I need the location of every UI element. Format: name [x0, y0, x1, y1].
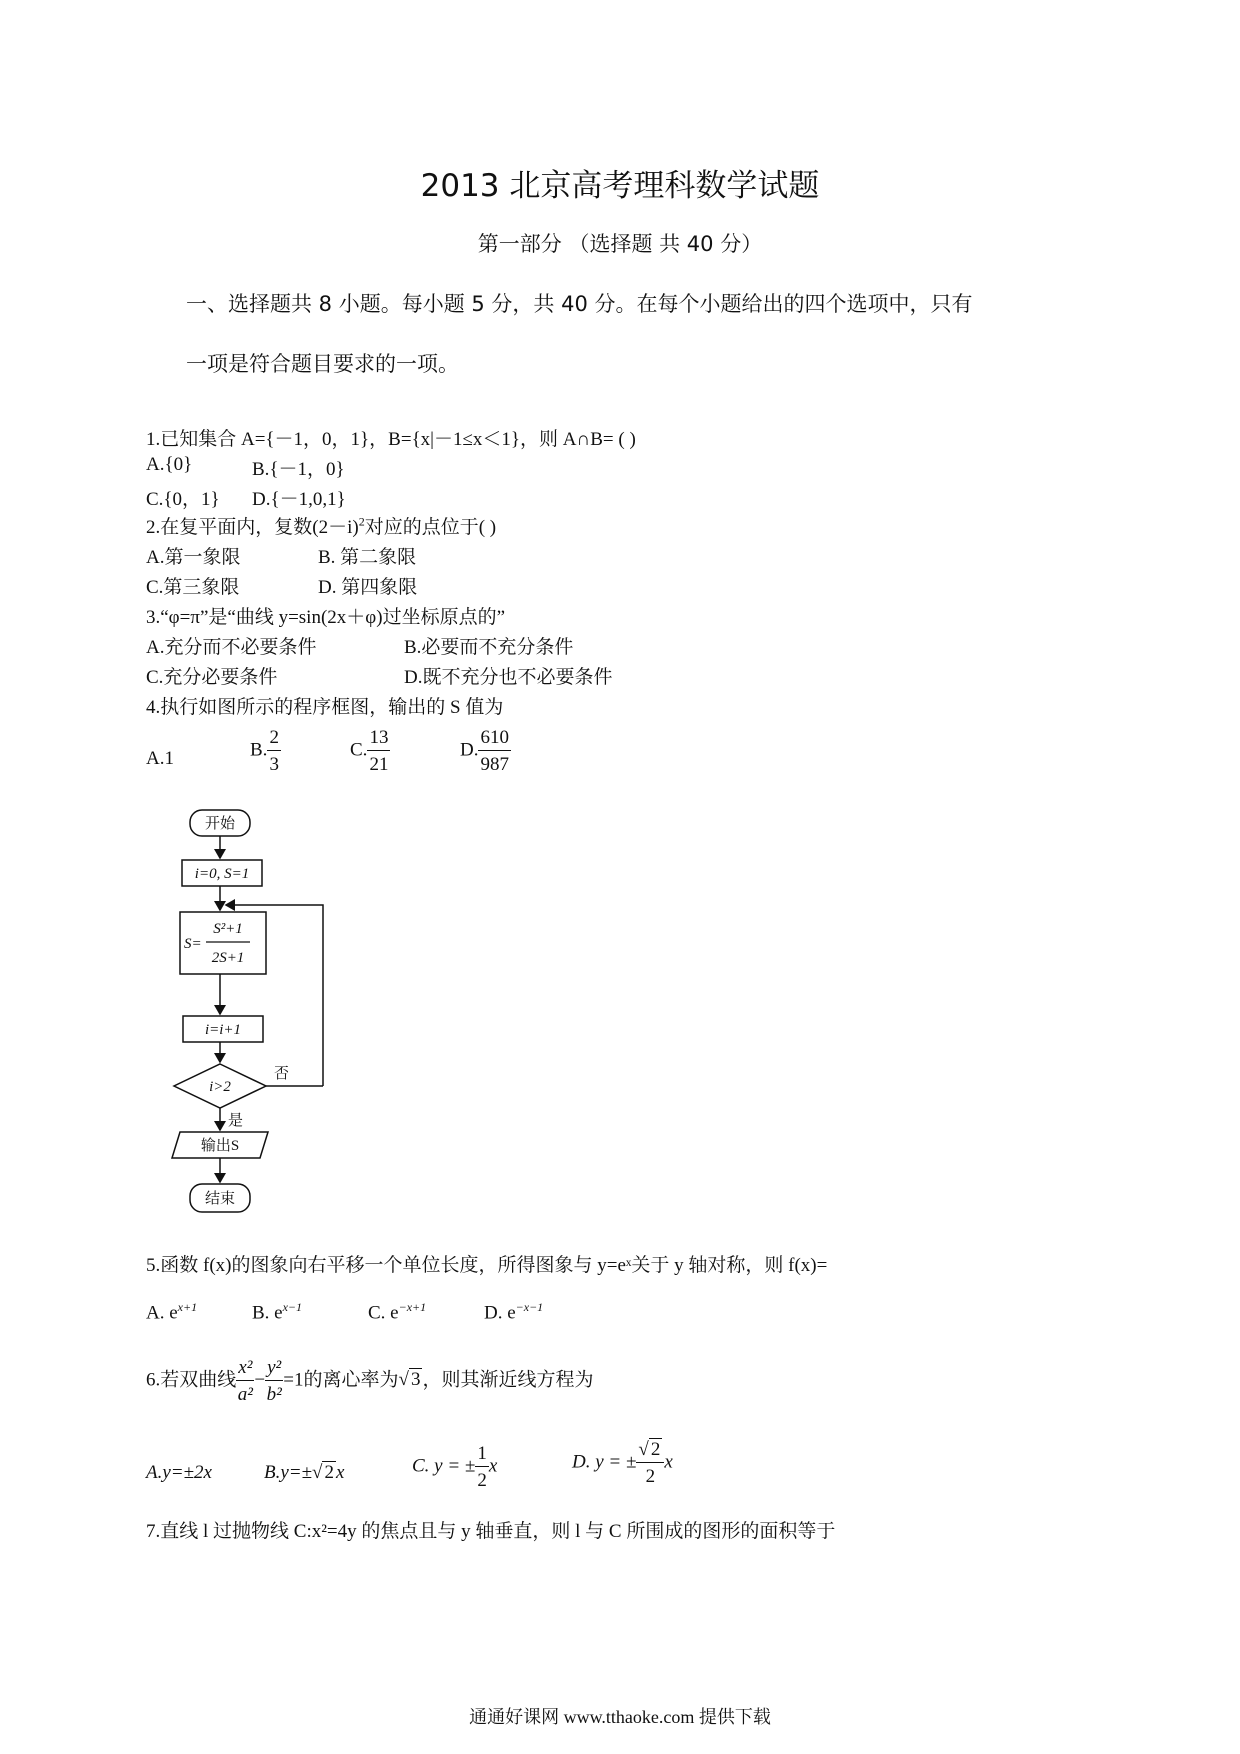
question-2-option-c: C.第三象限	[146, 577, 240, 598]
option-exponent: −x+1	[398, 1300, 427, 1314]
sqrt-symbol: √ 2	[312, 1462, 334, 1483]
question-1-option-b: B.{－1，0}	[252, 459, 345, 480]
question-1-option-c: C.{0，1}	[146, 489, 220, 510]
option-fraction	[636, 1440, 664, 1486]
option-prefix: D. y = ±	[572, 1451, 637, 1473]
question-6-option-a: A.y=±2x	[146, 1462, 212, 1483]
hyperbola-fraction-y	[265, 1358, 283, 1404]
sqrt-radicand: 2	[650, 1439, 661, 1460]
question-1-option-a: A.{0}	[146, 454, 193, 475]
question-3-option-b: B.必要而不充分条件	[404, 637, 574, 658]
equals-one: =1	[283, 1369, 304, 1391]
flowchart-increment-label: i=i+1	[204, 1022, 242, 1038]
fraction-numerator: 1	[475, 1444, 489, 1467]
question-4-option-d	[460, 728, 511, 774]
question-3-option-a: A.充分而不必要条件	[146, 637, 317, 658]
fraction-denominator: b²	[266, 1384, 282, 1405]
program-flowchart	[150, 800, 350, 1240]
sqrt-symbol: √ 3	[398, 1369, 421, 1391]
option-exponent: x+1	[177, 1300, 198, 1314]
question-2-option-a: A.第一象限	[146, 547, 241, 568]
question-6-stem-mid: 的离心率为	[303, 1369, 399, 1391]
question-5-option-c	[368, 1300, 426, 1324]
question-6-option-d	[572, 1440, 673, 1486]
question-4-option-c-fraction	[367, 728, 390, 774]
question-5-option-d	[484, 1300, 543, 1324]
fraction-numerator: 610	[478, 728, 511, 751]
option-fraction	[475, 1444, 489, 1490]
flowchart-no-label: 否	[274, 1066, 290, 1082]
question-5-stem: 5.函数 f(x)的图象向右平移一个单位长度，所得图象与 y=eˣ关于 y 轴对称，则 f(x)=	[146, 1255, 828, 1276]
flowchart-condition-label: i>2	[209, 1079, 231, 1095]
flowchart-assign-numerator: S²+1	[213, 921, 243, 937]
fraction-numerator: 13	[367, 728, 390, 751]
option-label: C. e	[368, 1302, 399, 1324]
section-subtitle: 第一部分 （选择题 共 40 分）	[477, 232, 763, 256]
question-2-option-b: B. 第二象限	[318, 547, 417, 568]
question-6-stem-pre: 6.若双曲线	[146, 1369, 237, 1391]
sqrt-radicand: 2	[324, 1462, 334, 1483]
question-4-option-d-label: D.	[460, 739, 479, 761]
question-1-option-d: D.{－1,0,1}	[252, 489, 346, 510]
question-7-stem: 7.直线 l 过抛物线 C:x²=4y 的焦点且与 y 轴垂直，则 l 与 C 所围成的图形的面积等于	[146, 1521, 836, 1542]
option-prefix: B.y=±	[264, 1462, 313, 1483]
fraction-numerator: 2	[267, 728, 281, 751]
question-2-option-d: D. 第四象限	[318, 577, 418, 598]
question-2-stem-sup: 2	[358, 514, 365, 529]
question-3-option-d: D.既不充分也不必要条件	[404, 667, 613, 688]
fraction-denominator: 3	[269, 754, 279, 775]
fraction-denominator: 2	[477, 1470, 487, 1491]
option-exponent: x−1	[282, 1300, 303, 1314]
flowchart-assign-lhs: S=	[184, 936, 202, 952]
option-suffix: x	[488, 1455, 498, 1477]
instructions-line-2: 一项是符合题目要求的一项。	[186, 352, 459, 376]
question-4-option-c-label: C.	[350, 739, 368, 761]
page-title: 2013 北京高考理科数学试题	[420, 168, 820, 204]
sqrt-radicand: 3	[410, 1369, 421, 1391]
fraction-numerator	[636, 1440, 664, 1463]
question-4-option-c	[350, 728, 390, 774]
question-2-stem	[146, 512, 496, 539]
question-4-option-d-fraction	[478, 728, 511, 774]
question-5-option-b	[252, 1300, 302, 1324]
minus-sign: −	[254, 1369, 266, 1391]
option-label: B. e	[252, 1302, 283, 1324]
flowchart-start-label: 开始	[204, 816, 236, 832]
fraction-denominator: 987	[480, 754, 509, 775]
question-5-option-a	[146, 1300, 197, 1324]
page-footer: 通通好课网 www.tthaoke.com 提供下载	[469, 1707, 771, 1727]
question-6-stem-post: ，则其渐近线方程为	[422, 1369, 594, 1391]
question-6-stem	[146, 1358, 593, 1404]
question-4-option-a: A.1	[146, 748, 174, 769]
option-prefix: C. y = ±	[412, 1455, 476, 1477]
option-suffix: x	[664, 1451, 673, 1473]
option-label: D. e	[484, 1302, 516, 1324]
option-suffix: x	[335, 1462, 345, 1483]
fraction-denominator: 2	[645, 1466, 656, 1487]
question-3-stem: 3.“φ=π”是“曲线 y=sin(2x＋φ)过坐标原点的”	[146, 607, 506, 628]
question-4-option-b-fraction	[267, 728, 281, 774]
question-1-stem: 1.已知集合 A={－1，0，1}，B={x|－1≤x＜1}，则 A∩B= ( )	[146, 429, 636, 450]
option-exponent: −x−1	[515, 1300, 544, 1314]
instructions-line-1: 一、选择题共 8 小题。每小题 5 分，共 40 分。在每个小题给出的四个选项中，只有	[186, 292, 973, 316]
question-4-option-b	[250, 728, 281, 774]
sqrt-symbol: √ 2	[638, 1439, 661, 1460]
flowchart-end-label: 结束	[204, 1191, 236, 1207]
question-6-option-b	[264, 1462, 344, 1484]
hyperbola-fraction-x	[236, 1358, 254, 1404]
fraction-numerator: x²	[236, 1358, 254, 1381]
question-6-option-c	[412, 1444, 497, 1490]
fraction-denominator: 21	[369, 754, 389, 775]
flowchart-output-label: 输出S	[200, 1138, 240, 1154]
fraction-denominator: a²	[237, 1384, 253, 1405]
option-label: A. e	[146, 1302, 178, 1324]
question-4-option-b-label: B.	[250, 739, 268, 761]
question-2-stem-pre: 2.在复平面内，复数(2－i)	[146, 517, 359, 538]
question-2-stem-post: 对应的点位于( )	[364, 517, 497, 538]
question-4-stem: 4.执行如图所示的程序框图，输出的 S 值为	[146, 697, 504, 718]
question-3-option-c: C.充分必要条件	[146, 667, 278, 688]
flowchart-yes-label: 是	[228, 1113, 244, 1129]
flowchart-init-label: i=0, S=1	[194, 866, 250, 882]
fraction-numerator: y²	[265, 1358, 283, 1381]
flowchart-assign-denominator: 2S+1	[211, 950, 245, 966]
